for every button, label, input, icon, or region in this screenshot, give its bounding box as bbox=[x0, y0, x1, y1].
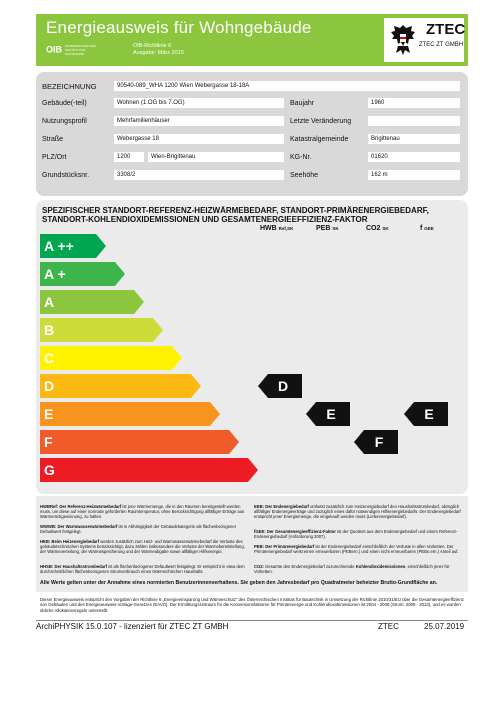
energy-class-bar-g bbox=[40, 458, 258, 482]
note-eeb-bold: Der Endenergiebedarf bbox=[265, 504, 309, 509]
letzte-veraenderung-label: Letzte Veränderung bbox=[290, 118, 352, 125]
note-eeb-text: umfasst zusätzlich zum Heizenergiebedarf den Haushaltsstrombedarf, abzüglich allfälliger Endenergieerträge und zuzüglich eines dafür notwendigen Hilfsenergiebedarfs. Der Endenergiebedarf entspricht jener Energiemenge, die eingekauft werden muss (Lieferenergiebedarf). bbox=[254, 504, 461, 520]
kg-nr-label: KG-Nr. bbox=[290, 154, 312, 161]
column-fgee-main: f bbox=[420, 225, 423, 232]
note-wwwb bbox=[40, 524, 246, 534]
katastralgemeinde-value: Brigittenau bbox=[368, 134, 460, 144]
software-credit: ArchiPHYSIK 15.0.107 - lizenziert für ZTEC ZT GMBH bbox=[36, 622, 229, 631]
plz-ort-label: PLZ/Ort bbox=[42, 154, 67, 161]
brand-subtitle: ZTEC ZT GMBH bbox=[418, 42, 464, 48]
note-hhsb bbox=[40, 564, 246, 574]
energy-rating-section bbox=[36, 200, 468, 494]
strasse-label: Straße bbox=[42, 136, 64, 143]
note-wwwb-term: WWWB: bbox=[40, 524, 57, 529]
energy-class-label: A + bbox=[44, 266, 66, 282]
bezeichnung-value: 90540-089_WHA 1200 Wien Webergasse 18-18A bbox=[114, 81, 460, 91]
column-peb-main: PEB bbox=[316, 225, 331, 232]
ausgabe-text: Ausgabe: März 2015 bbox=[133, 50, 184, 56]
building-info-panel bbox=[36, 72, 468, 196]
header-banner bbox=[36, 14, 468, 66]
rating-marker-label: E bbox=[424, 406, 434, 422]
austrian-eagle-icon bbox=[390, 22, 416, 56]
note-fgee-text: ist der Quotient aus dem Endenergiebedarf und einem Referenz-Endenergiebedarf (Anforderung 2007). bbox=[254, 529, 458, 540]
legal-footer: Dieser Energieausweis entspricht den Vorgaben der Richtlinie 6 „Energieeinsparung und Wärmeschutz“ des Österreichischen Instituts für Bautechnik in Umsetzung der Richtlinie 2010/31/EU über die Gesamtenergieeffizienz von Gebäuden und des Energieausweis-Vorlage-Gesetzes (EAVG). Der Ermittlungszeitraum für die Konversionsfaktoren für Primärenergie und Kohlendioxidemissionen ist 2004 - 2008 (Strom: 2009 - 2013), und es wurden übliche Allokationsregeln unterstellt. bbox=[40, 597, 464, 613]
energy-class-bar-f bbox=[40, 430, 239, 454]
rating-marker-label: E bbox=[326, 406, 336, 422]
energy-class-label: C bbox=[44, 350, 55, 366]
note-hwb-text: ist jene Wärmemenge, die in den Räumen bereitgestellt werden muss, um diese auf einer normativ geforderten Raumtemperatur, ohne Berücksichtigung allfälliger Erträge aus Wärmerückgewinnung, zu halten. bbox=[40, 504, 245, 520]
grundstuecksnr-label: Grundstücksnr. bbox=[42, 172, 90, 179]
energy-class-bar-a bbox=[40, 290, 144, 314]
note-peb-bold: Der Primärenergiebedarf bbox=[265, 544, 315, 549]
note-co2-text: Gesamte den Endenergiebedarf zuzurechnende bbox=[264, 564, 356, 569]
note-heb bbox=[40, 539, 246, 555]
oib-logo-sub: ÖSTERREICHISCHES INSTITUT FÜR BAUTECHNIK bbox=[65, 44, 96, 56]
column-peb-sub: SK bbox=[332, 226, 339, 231]
energy-class-bar-d bbox=[40, 374, 201, 398]
oib-logo bbox=[46, 44, 99, 56]
assumption-note: Alle Werte gelten unter der Annahme eines normierten Benutzerinnenverhaltens. Sie geben den Jahresbedarf pro Quadratmeter beheizter Brutto-Grundfläche an. bbox=[40, 580, 438, 586]
nutzungsprofil-label: Nutzungsprofil bbox=[42, 118, 87, 125]
energy-class-label: A ++ bbox=[44, 238, 74, 254]
note-heb-text: werden zusätzlich zum Heiz- und Warmwasserwärmebedarf die Verluste des gebäudetechnischen Systems berücksichtigt, dazu zählen insbesondere die Verluste der Wärmebereitstellung, der Wärmeverteilung, der Wärmespeicherung und der Wärmeabgabe sowie allfälliger Hilfsenergie. bbox=[40, 539, 245, 555]
seehoehe-label: Seehöhe bbox=[290, 172, 319, 179]
ztec-logo bbox=[384, 18, 464, 62]
column-hwb-sub: Ref,SK bbox=[278, 226, 294, 231]
nutzungsprofil-value: Mehrfamilienhäuser bbox=[114, 116, 284, 126]
note-co2-term: CO2: bbox=[254, 564, 265, 569]
energy-class-label: F bbox=[44, 434, 53, 450]
energy-class-bar-c bbox=[40, 346, 182, 370]
note-hwb-bold: Der Referenz-Heizwärmebedarf bbox=[59, 504, 122, 509]
note-hwb bbox=[40, 504, 246, 520]
note-hhsb-bold: Der Haushaltsstrombedarf bbox=[54, 564, 108, 569]
note-wwwb-text: ist in Abhängigkeit der Gebäudekategorie als flächenbezogener Defaultwert festgelegt. bbox=[40, 524, 237, 535]
column-co2-sub: SK bbox=[382, 226, 389, 231]
column-fgee-sub: GEE bbox=[424, 226, 434, 231]
baujahr-value: 1960 bbox=[368, 98, 460, 108]
note-fgee-term: fGEE: bbox=[254, 529, 266, 534]
note-eeb-term: EEB: bbox=[254, 504, 265, 509]
note-heb-bold: Beim Heizenergiebedarf bbox=[51, 539, 100, 544]
energy-class-bar-b bbox=[40, 318, 163, 342]
baujahr-label: Baujahr bbox=[290, 100, 315, 107]
brand-name: ZTEC bbox=[426, 21, 466, 38]
note-peb-term: PEB: bbox=[254, 544, 265, 549]
note-fgee-bold: Der Gesamtenergieeffizienz-Faktor bbox=[266, 529, 336, 534]
note-hwb-term: HWBRef: bbox=[40, 504, 59, 509]
energy-class-label: D bbox=[44, 378, 55, 394]
richtlinie-text: OIB-Richtlinie 6 bbox=[133, 43, 172, 49]
note-eeb bbox=[254, 504, 464, 520]
rating-marker-label: D bbox=[277, 378, 289, 394]
oib-logo-text: OIB bbox=[46, 44, 63, 55]
column-co2-main: CO2 bbox=[366, 225, 381, 232]
energy-class-chart bbox=[36, 200, 468, 494]
plz-value: 1200 bbox=[114, 152, 144, 162]
energy-class-label: B bbox=[44, 322, 55, 338]
note-peb bbox=[254, 544, 464, 554]
definitions-panel bbox=[36, 496, 468, 592]
ort-value: Wien-Brigittenau bbox=[148, 152, 284, 162]
directive-version bbox=[133, 43, 184, 57]
note-fgee bbox=[254, 529, 464, 539]
note-hhsb-text: ist als flächenbezogener Defaultwert festgelegt. Er entspricht in etwa dem durchschnittlichen flächenbezogenen Stromverbrauch eines österreichischen Haushalts. bbox=[40, 564, 245, 575]
letzte-veraenderung-value bbox=[368, 116, 460, 126]
page-title: Energieausweis für Wohngebäude bbox=[46, 18, 312, 37]
energy-class-label: E bbox=[44, 406, 54, 422]
note-peb-text: ist der Endenergiebedarf einschließlich der Verluste in allen Vorketten. Der Primärenergiebedarf weist einen erneuerbaren (PEBern.) und einen nicht erneuerbaren (PEBn.ern.) Anteil auf. bbox=[254, 544, 459, 555]
rating-marker-label: F bbox=[374, 434, 384, 450]
seehoehe-value: 162 m bbox=[368, 170, 460, 180]
note-wwwb-bold: Der Warmwasserwärmebedarf bbox=[57, 524, 118, 529]
katastralgemeinde-label: Katastralgemeinde bbox=[290, 136, 349, 143]
kg-nr-value: 01620 bbox=[368, 152, 460, 162]
energy-class-bar-e bbox=[40, 402, 220, 426]
bezeichnung-label: BEZEICHNUNG bbox=[42, 82, 97, 91]
note-co2-text2: , einschließlich jener für Vorketten. bbox=[254, 564, 450, 575]
grundstuecksnr-value: 3308/2 bbox=[114, 170, 284, 180]
strasse-value: Webergasse 18 bbox=[114, 134, 284, 144]
gebaeude-value: Wohnen (1.OG bis 7.OG) bbox=[114, 98, 284, 108]
footer-divider bbox=[36, 620, 468, 621]
footer-date: 25.07.2019 bbox=[424, 622, 465, 631]
energy-heading: SPEZIFISCHER STANDORT-REFERENZ-HEIZWÄRMEBEDARF, STANDORT-PRIMÄRENERGIEBEDARF, STANDORT-KOHLENDIOXIDEMISSIONEN UND GESAMTENERGIEEFFIZIENZ-FAKTOR bbox=[42, 206, 429, 224]
note-co2 bbox=[254, 564, 464, 574]
note-co2-bold: Kohlendioxidemissionen bbox=[355, 564, 406, 569]
footer-company: ZTEC bbox=[378, 622, 399, 631]
energy-class-label: A bbox=[44, 294, 55, 310]
note-heb-term: HEB: bbox=[40, 539, 51, 544]
energy-class-label: G bbox=[44, 462, 55, 478]
gebaeude-label: Gebäude(-teil) bbox=[42, 100, 87, 107]
column-hwb-main: HWB bbox=[260, 225, 277, 232]
note-hhsb-term: HHSB: bbox=[40, 564, 54, 569]
